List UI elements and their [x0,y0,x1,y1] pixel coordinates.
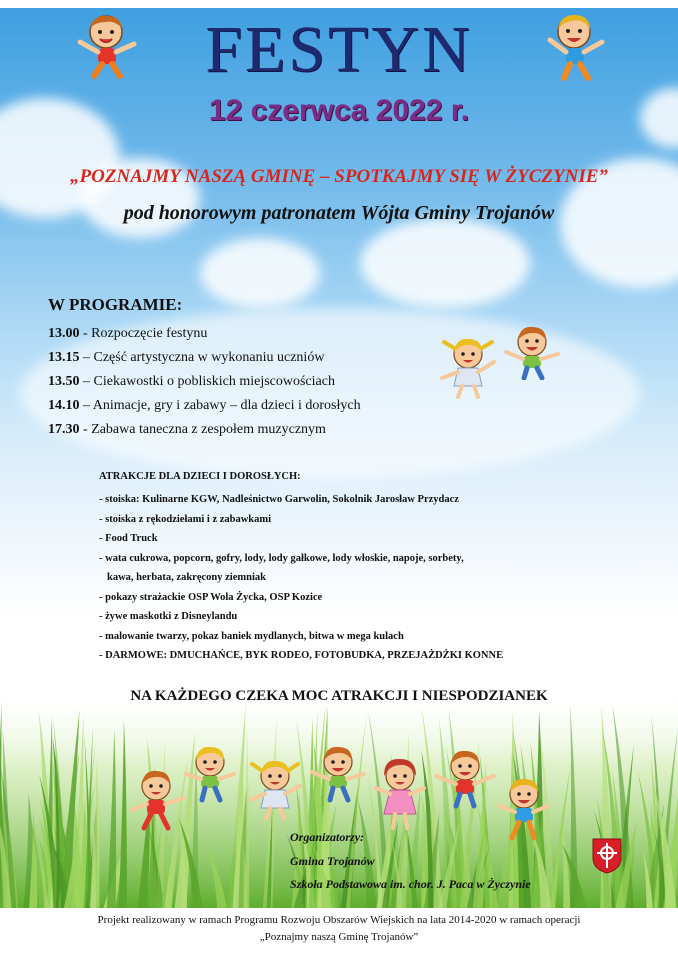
patronage-line: pod honorowym patronatem Wójta Gminy Trojanów [123,202,555,224]
footer-line: „Poznajmy naszą Gminę Trojanów” [259,931,419,943]
event-slogan: „POZNAJMY NASZĄ GMINĘ – SPOTKAJMY SIĘ W ŻYCZYNIE” [70,166,608,187]
organizer-line: Szkoła Podstawowa im. chor. J. Paca w Życzynie [290,877,531,891]
cloud [360,218,530,308]
program-item: 13.50 – Ciekawostki o pobliskich miejscowościach [48,374,335,389]
organizer-line: Gmina Trojanów [290,853,375,868]
attraction-item: - stoiska: Kulinarne KGW, Nadleśnictwo Garwolin, Sokolnik Jarosław Przydacz [99,494,459,505]
attraction-item: - pokazy strażackie OSP Wola Życka, OSP Kozice [99,591,323,603]
program-list [48,322,361,442]
attraction-item: - DARMOWE: DMUCHAŃCE, BYK RODEO, FOTOBUDKA, PRZEJAŻDŻKI KONNE [99,650,504,661]
attraction-item: - stoiska z rękodziełami i z zabawkami [99,513,272,525]
attraction-item: - Food Truck [99,533,158,544]
program-heading: W PROGRAMIE: [48,295,183,314]
cartoon-child-icon [180,744,240,804]
organizers-heading: Organizatorzy: [290,830,365,844]
coat-of-arms-icon [592,838,622,874]
cartoon-child-icon [74,10,140,80]
cartoon-child-icon [542,10,608,82]
attraction-item: kawa, herbata, zakręcony ziemniak [107,572,266,583]
tagline: NA KAŻDEGO CZEKA MOC ATRAKCJI I NIESPODZIANEK [130,688,548,704]
cartoon-child-icon [370,756,430,832]
attraction-item: - wata cukrowa, popcorn, gofry, lody, lody gałkowe, lody włoskie, napoje, sorbety, [99,552,464,564]
footer [0,912,678,946]
attractions-heading: ATRAKCJE DLA DZIECI I DOROSŁYCH: [99,471,301,482]
program-item: 13.15 – Część artystyczna w wykonaniu uczniów [48,350,325,365]
attraction-item: - żywe maskotki z Disneylandu [99,611,238,622]
cartoon-child-icon [436,334,500,400]
cloud [200,238,320,308]
organizers-section [290,826,531,897]
footer-line: Projekt realizowany w ramach Programu Rozwoju Obszarów Wiejskich na lata 2014-2020 w ramach operacji [97,914,581,926]
attractions-section [99,470,503,666]
cartoon-child-icon [306,744,370,804]
attractions-list [99,490,503,666]
poster-title: FESTYN [205,13,473,86]
cartoon-child-icon [430,748,500,810]
program-item: 14.10 – Animacje, gry i zabawy – dla dzieci i dorosłych [48,398,361,413]
program-item: 13.00 - Rozpoczęcie festynu [48,326,208,341]
cartoon-child-icon [500,322,564,380]
cartoon-child-icon [244,756,306,822]
event-date: 12 czerwca 2022 r. [208,94,470,127]
program-item: 17.30 - Zabawa taneczna z zespołem muzycznym [48,422,326,437]
attraction-item: - malowanie twarzy, pokaz baniek mydlanych, bitwa w mega kulach [99,630,404,642]
